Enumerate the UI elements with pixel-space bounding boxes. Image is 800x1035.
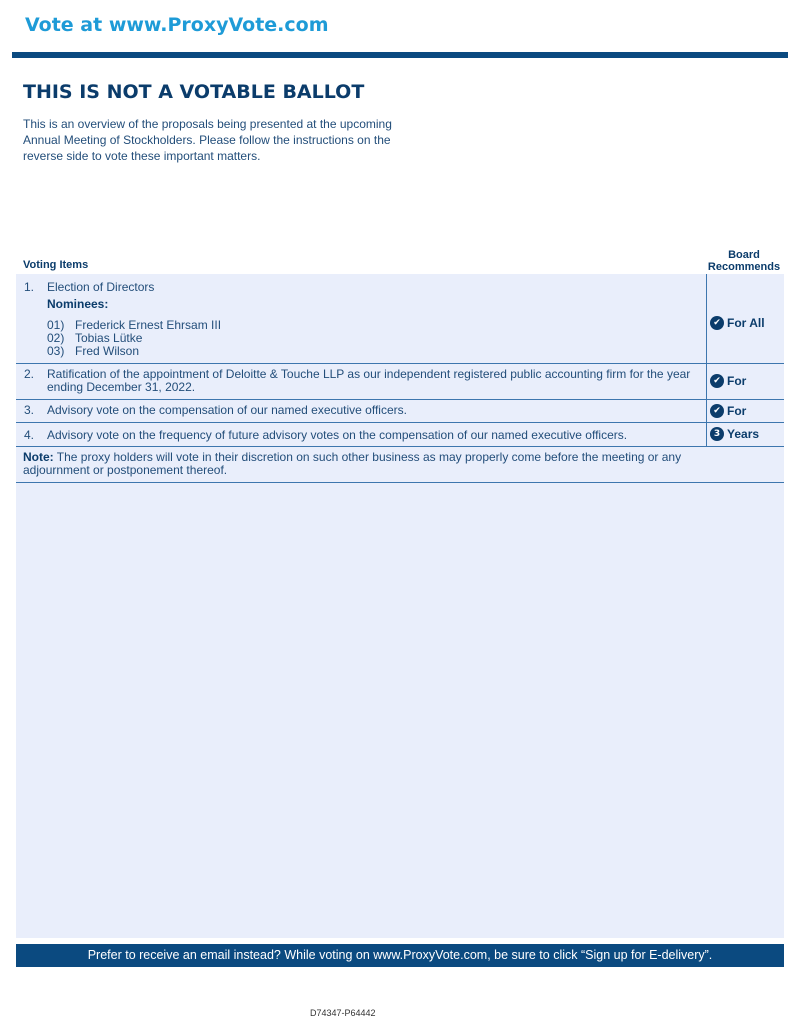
row-divider (16, 399, 784, 400)
item-text: Election of Directors (47, 280, 155, 294)
check-icon: ✔ (710, 404, 724, 418)
nominee-code: 03) (47, 344, 65, 358)
board-recommends-header (702, 249, 786, 273)
edelivery-banner: Prefer to receive an email instead? While voting on www.ProxyVote.com, be sure to click “Sign up for E-delivery”. (16, 944, 784, 967)
voting-item-2 (16, 368, 784, 396)
board-header-line2: Recommends (707, 261, 781, 273)
note-label: Note: (23, 450, 54, 464)
note-text: The proxy holders will vote in their discretion on such other business as may properly come before the meeting or any adjournment or postponement thereof. (23, 450, 682, 477)
nominee-name: Tobias Lütke (75, 331, 143, 345)
nominee-code: 01) (47, 318, 65, 332)
site-title: Vote at www.ProxyVote.com (25, 14, 329, 36)
row-divider (16, 482, 784, 483)
row-divider (16, 422, 784, 423)
item-number: 2. (24, 367, 35, 381)
item-number: 4. (24, 428, 35, 442)
nominee-code: 02) (47, 331, 65, 345)
recommendation-3 (710, 404, 746, 418)
nominee-name: Fred Wilson (75, 344, 140, 358)
ballot-heading: THIS IS NOT A VOTABLE BALLOT (23, 81, 365, 103)
board-header-line1: Board (728, 249, 760, 261)
check-icon: ✔ (710, 316, 724, 330)
three-number-icon: 3 (710, 427, 724, 441)
recommendation-label: For All (727, 316, 765, 330)
voting-item-4 (16, 429, 784, 445)
document-id: D74347-P64442 (310, 1008, 376, 1018)
ballot-intro: This is an overview of the proposals being presented at the upcoming Annual Meeting of Stockholders. Please follow the instructions on the reverse side to vote these important matters. (23, 117, 392, 163)
nominees-label: Nominees: (47, 297, 109, 311)
row-divider (16, 446, 784, 447)
voting-item-3 (16, 404, 784, 420)
check-icon: ✔ (710, 374, 724, 388)
recommendation-2 (710, 374, 746, 388)
recommendation-4 (710, 427, 759, 441)
ballot-note (23, 451, 723, 477)
nominee-item (47, 345, 139, 358)
item-text: Advisory vote on the frequency of future advisory votes on the compensation of our named executive officers. (47, 428, 628, 442)
item-text: Ratification of the appointment of Deloitte & Touche LLP as our independent registered public accounting firm for the year ending December 31, 2022. (47, 367, 691, 394)
row-divider (16, 363, 784, 364)
voting-item-1 (16, 281, 784, 361)
recommendation-label: For (727, 374, 747, 388)
item-number: 1. (24, 280, 35, 294)
voting-items-header: Voting Items (23, 259, 89, 271)
recommendation-label: Years (727, 427, 760, 441)
header-rule (12, 52, 788, 58)
recommendation-label: For (727, 404, 747, 418)
item-number: 3. (24, 403, 35, 417)
nominee-name: Frederick Ernest Ehrsam III (75, 318, 222, 332)
recommendation-1 (710, 316, 765, 330)
item-text: Advisory vote on the compensation of our named executive officers. (47, 403, 407, 417)
